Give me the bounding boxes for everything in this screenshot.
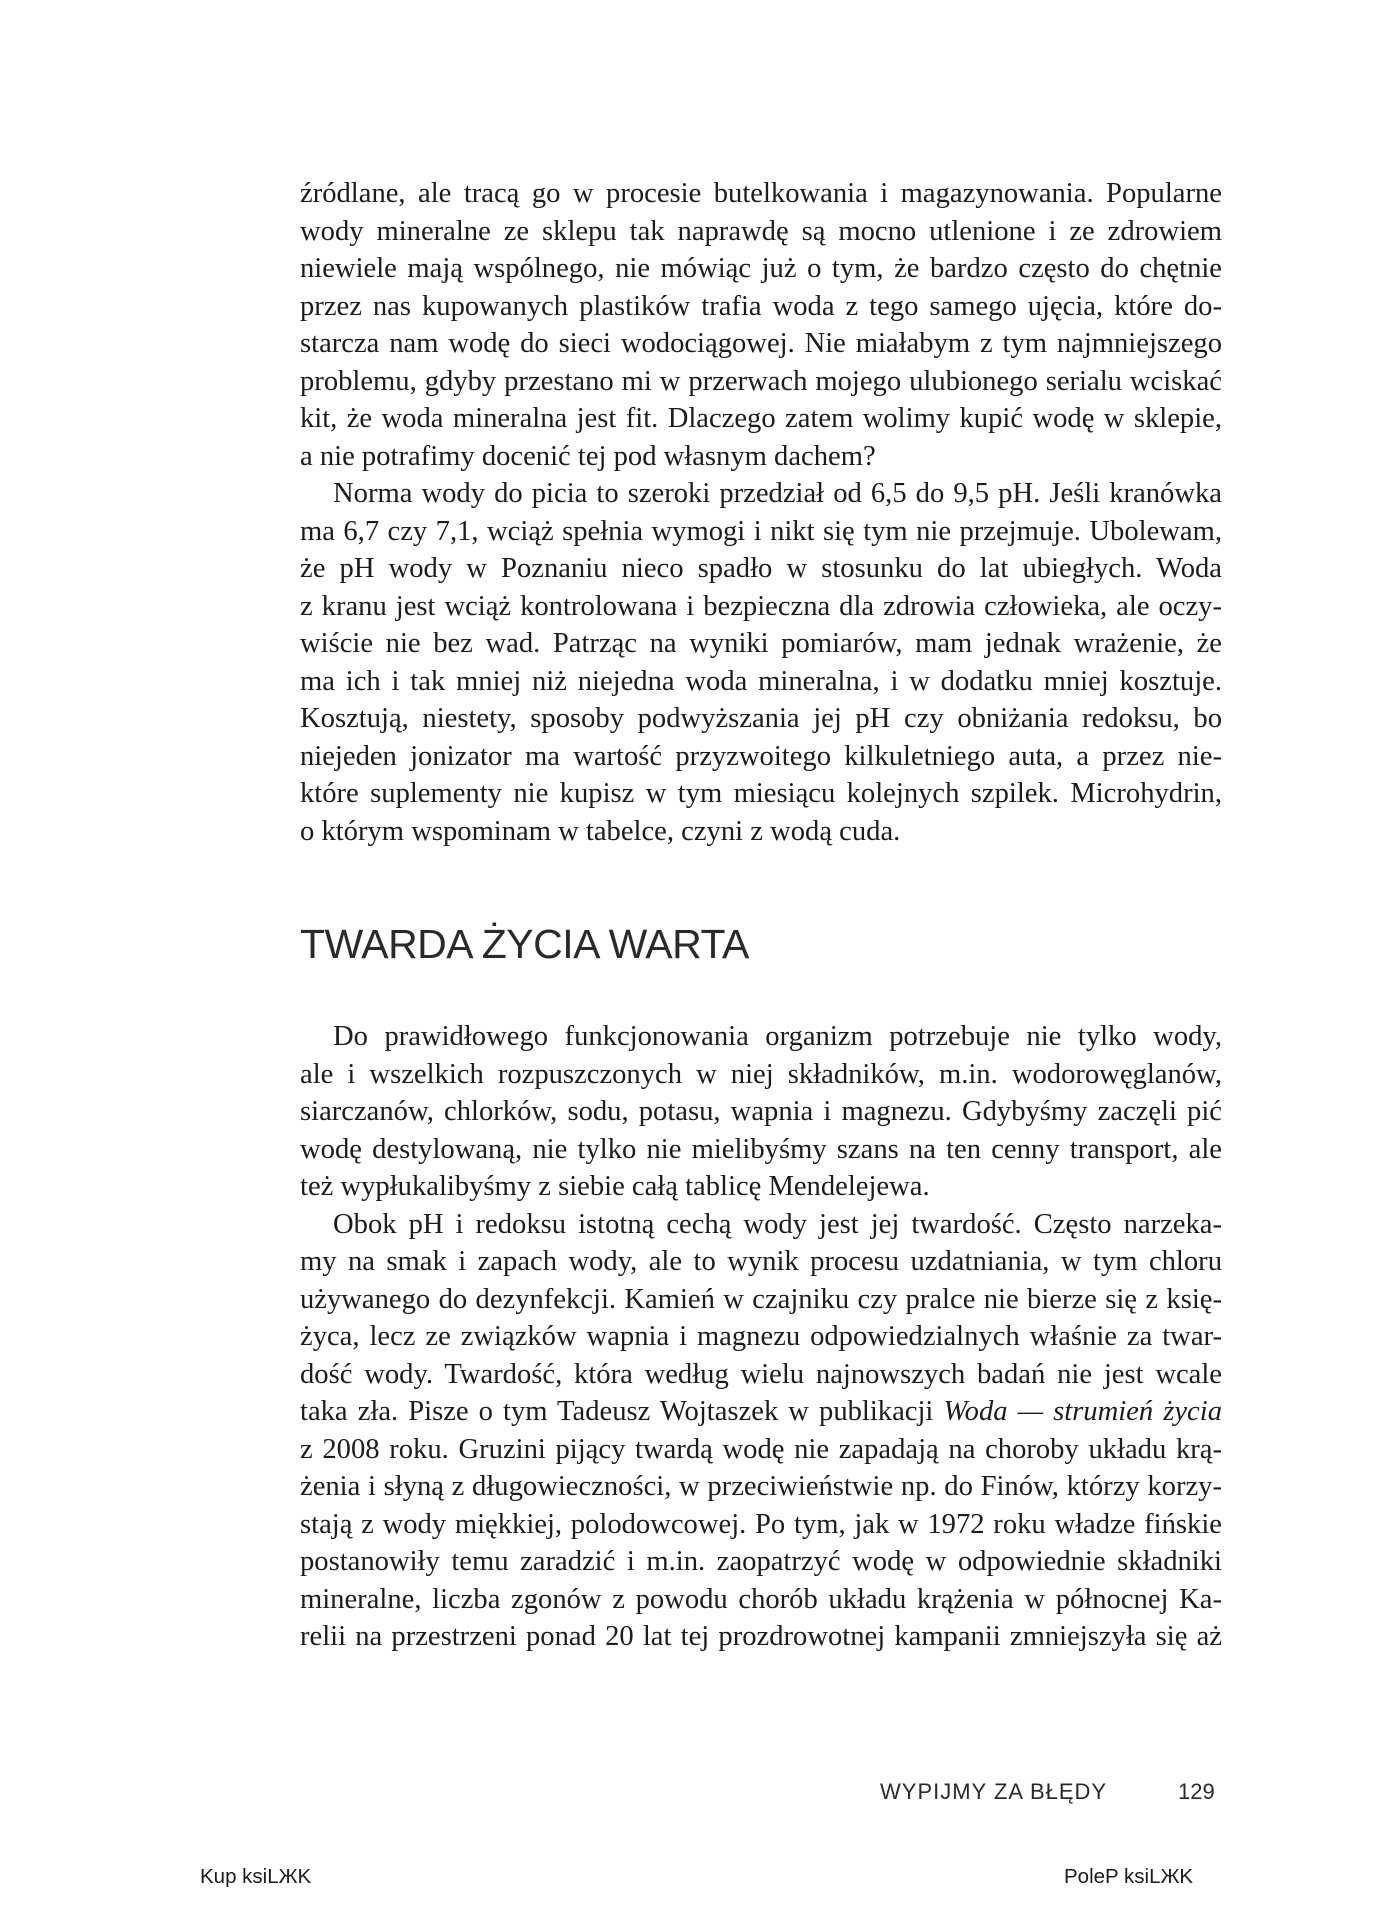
paragraph-line-with-citation: [300, 1393, 1222, 1431]
paragraph-line: przez nas kupowanych plastików trafia woda z tego samego ujęcia, które do-: [300, 290, 1222, 322]
paragraph-line: niewiele mają wspólnego, nie mówiąc już o tym, że bardzo często do chętnie: [300, 253, 1222, 284]
section-heading: TWARDA ŻYCIA WARTA: [300, 921, 749, 967]
paragraph-line: życa, lecz ze związków wapnia i magnezu odpowiedzialnych właśnie za twar-: [300, 1321, 1222, 1352]
paragraph-line: wodę destylowaną, nie tylko nie mielibyśmy szans na ten cenny transport, ale: [300, 1133, 1222, 1165]
paragraph-line: że pH wody w Poznaniu nieco spadło w stosunku do lat ubiegłych. Woda: [300, 553, 1222, 584]
paragraph-line: postanowiły temu zaradzić i m.in. zaopatrzyć wodę w odpowiednie składniki: [300, 1546, 1222, 1577]
paragraph-line: starcza nam wodę do sieci wodociągowej. Nie miałabym z tym najmniejszego: [300, 328, 1222, 359]
page-number: 129: [1178, 1779, 1215, 1804]
paragraph-line: z kranu jest wciąż kontrolowana i bezpieczna dla zdrowia człowieka, ale oczy-: [300, 590, 1222, 622]
paragraph-line: które suplementy nie kupisz w tym miesiącu kolejnych szpilek. Microhydrin,: [300, 778, 1222, 809]
recommend-book-link[interactable]: PoleP ksiLЖK: [1064, 1865, 1194, 1888]
paragraph-line: Obok pH i redoksu istotną cechą wody jest jej twardość. Często narzeka-: [333, 1208, 1222, 1240]
paragraph-line: Do prawidłowego funkcjonowania organizm potrzebuje nie tylko wody,: [333, 1021, 1222, 1052]
paragraph-line: z 2008 roku. Gruzini pijący twardą wodę nie zapadają na choroby układu krą-: [300, 1433, 1222, 1465]
paragraph-line: wiście nie bez wad. Patrząc na wyniki pomiarów, mam jednak wrażenie, że: [300, 628, 1222, 659]
text-block-top: [300, 175, 1222, 850]
buy-book-link[interactable]: Kup ksiLЖK: [200, 1865, 312, 1888]
citation-title: Woda — strumień życia: [943, 1396, 1222, 1427]
paragraph-line: siarczanów, chlorków, sodu, potasu, wapnia i magnezu. Gdybyśmy zaczęli pić: [300, 1096, 1222, 1127]
paragraph-line: używanego do dezynfekcji. Kamień w czajniku czy pralce nie bierze się z księ-: [300, 1283, 1222, 1315]
paragraph-line-text: taka zła. Pisze o tym Tadeusz Wojtaszek w publikacji: [300, 1396, 934, 1427]
paragraph-line: ale i wszelkich rozpuszczonych w niej składników, m.in. wodorowęglanów,: [300, 1058, 1222, 1090]
paragraph-line: dość wody. Twardość, która według wielu najnowszych badań nie jest wcale: [300, 1358, 1222, 1390]
paragraph-line: relii na przestrzeni ponad 20 lat tej prozdrowotnej kampanii zmniejszyła się aż: [300, 1621, 1222, 1652]
running-head-title: WYPIJMY ZA BŁĘDY: [880, 1779, 1108, 1804]
paragraph-line: problemu, gdyby przestano mi w przerwach mojego ulubionego serialu wciskać: [300, 365, 1222, 397]
paragraph-line: kit, że woda mineralna jest fit. Dlaczego zatem wolimy kupić wodę w sklepie,: [300, 403, 1222, 434]
paragraph-line: niejeden jonizator ma wartość przyzwoitego kilkuletniego auta, a przez nie-: [300, 740, 1222, 772]
paragraph-line: Norma wody do picia to szeroki przedział od 6,5 do 9,5 pH. Jeśli kranówka: [333, 478, 1222, 509]
paragraph-line: a nie potrafimy docenić tej pod własnym dachem?: [300, 440, 876, 472]
paragraph-line: mineralne, liczba zgonów z powodu chorób układu krążenia w północnej Ka-: [300, 1583, 1222, 1615]
paragraph-line: ma ich i tak mniej niż niejedna woda mineralna, i w dodatku mniej kosztuje.: [300, 665, 1222, 697]
paragraph-line: ma 6,7 czy 7,1, wciąż spełnia wymogi i nikt się tym nie przejmuje. Ubolewam,: [300, 515, 1222, 547]
paragraph-line: Kosztują, niestety, sposoby podwyższania jej pH czy obniżania redoksu, bo: [300, 703, 1222, 734]
paragraph-line: stają z wody miękkiej, polodowcowej. Po tym, jak w 1972 roku władze fińskie: [300, 1508, 1222, 1540]
paragraph-line: źródlane, ale tracą go w procesie butelkowania i magazynowania. Popularne: [300, 178, 1222, 209]
paragraph-line: o którym wspominam w tabelce, czyni z wodą cuda.: [300, 815, 901, 847]
paragraph-line: żenia i słyną z długowieczności, w przeciwieństwie np. do Finów, którzy korzy-: [300, 1471, 1222, 1502]
paragraph-line: my na smak i zapach wody, ale to wynik procesu uzdatniania, w tym chloru: [300, 1246, 1222, 1277]
text-block-bottom: [300, 1018, 1222, 1656]
paragraph-line: też wypłukalibyśmy z siebie całą tablicę Mendelejewa.: [300, 1171, 930, 1202]
paragraph-line: wody mineralne ze sklepu tak naprawdę są mocno utlenione i ze zdrowiem: [300, 215, 1222, 247]
